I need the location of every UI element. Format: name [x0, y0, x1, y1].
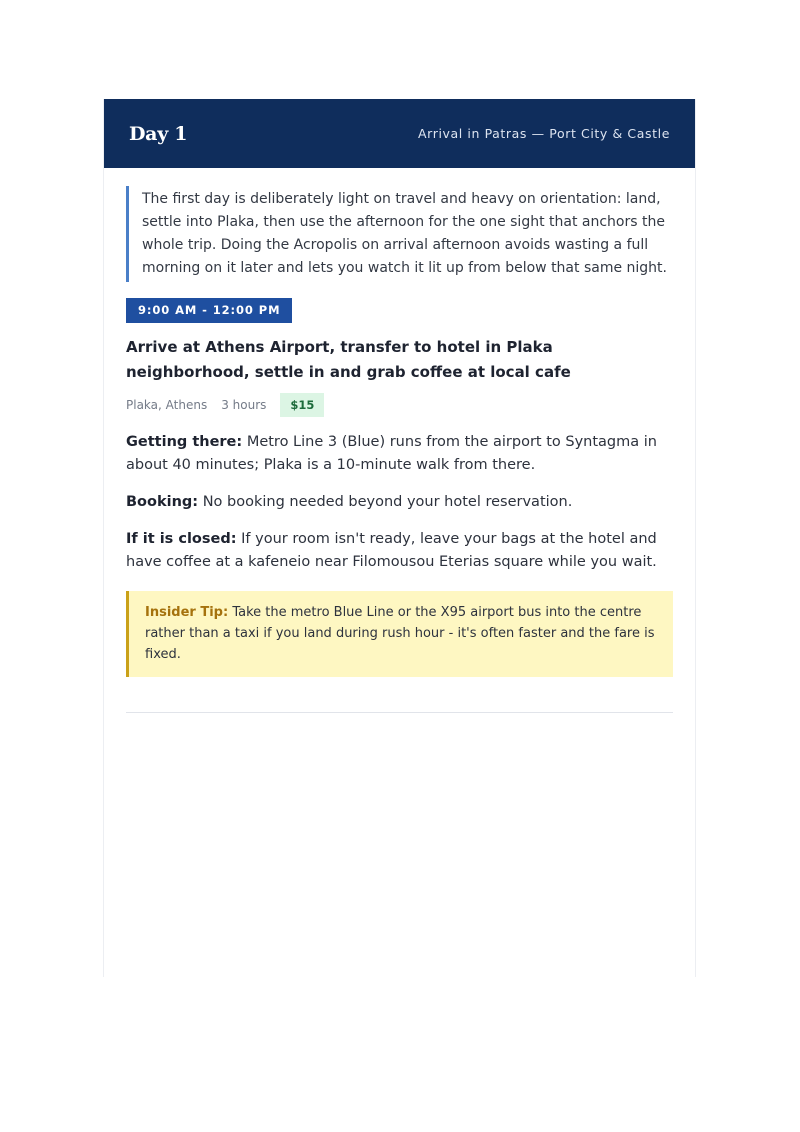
- card-fade: [104, 857, 695, 977]
- detail-text: No booking needed beyond your hotel reservation.: [202, 494, 573, 510]
- day-title: Day 1: [129, 122, 188, 145]
- activity-location: Plaka, Athens: [126, 398, 208, 412]
- detail-getting-there: [126, 431, 673, 477]
- detail-if-closed: [126, 528, 673, 574]
- detail-booking: [126, 491, 673, 514]
- activity-title: Arrive at Athens Airport, transfer to hotel in Plaka neighborhood, settle in and grab coffee at local cafe: [126, 338, 571, 381]
- intro-text: The first day is deliberately light on travel and heavy on orientation: land, settle into Plaka, then use the afternoon for the one sight that anchors the whole trip. Doing the Acropolis on arrival afternoon avoids wasting a full morning on it later and lets you watch it lit up from below that same night.: [126, 186, 673, 282]
- detail-label: If it is closed:: [126, 531, 237, 547]
- tip-text: Take the metro Blue Line or the X95 airport bus into the centre rather than a taxi if you land during rush hour - it's often faster and the fare is fixed.: [145, 605, 655, 662]
- detail-text: If your room isn't ready, leave your bags at the hotel and have coffee at a kafeneio near Filomousou Eterias square while you wait.: [126, 531, 657, 570]
- price-badge: $15: [280, 393, 324, 417]
- tip-label: Insider Tip:: [145, 605, 229, 620]
- insider-tip: [126, 591, 673, 677]
- activity-meta: [126, 393, 673, 417]
- activity-duration: 3 hours: [221, 398, 267, 412]
- day-subtitle: Arrival in Patras — Port City & Castle: [418, 126, 670, 141]
- day-content: [104, 168, 695, 713]
- detail-label: Booking:: [126, 494, 199, 510]
- section-divider: [126, 712, 673, 713]
- day-card: [103, 99, 696, 977]
- time-badge: 9:00 AM - 12:00 PM: [126, 298, 292, 323]
- detail-label: Getting there:: [126, 434, 243, 450]
- day-header: [104, 99, 695, 168]
- detail-text: Metro Line 3 (Blue) runs from the airport to Syntagma in about 40 minutes; Plaka is a 10-minute walk from there.: [126, 434, 657, 473]
